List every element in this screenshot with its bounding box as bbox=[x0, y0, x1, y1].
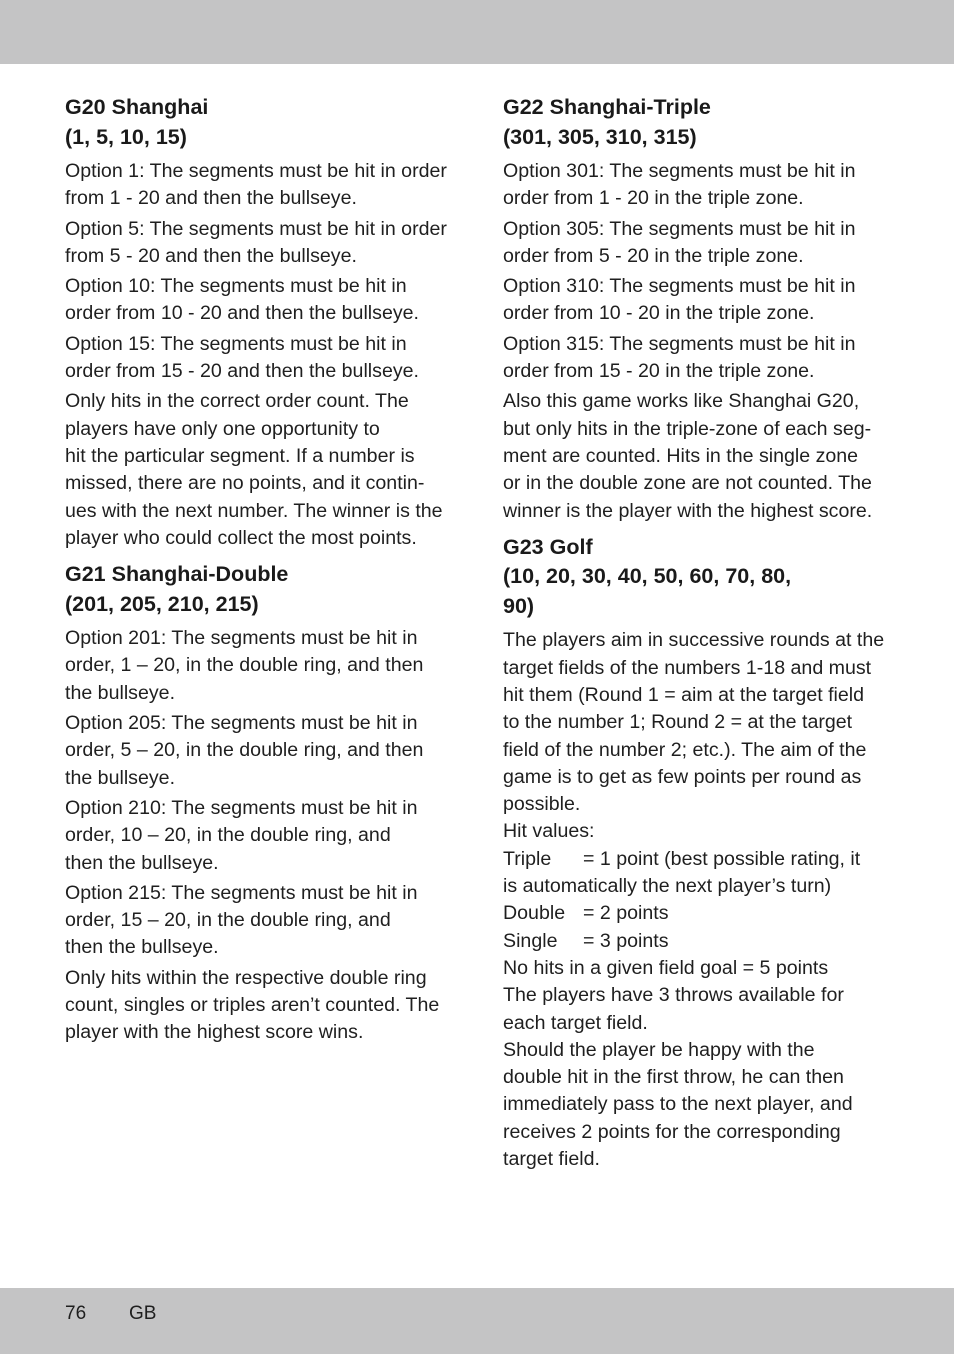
hit-value-triple: Triple = 1 point (best possible rating, it bbox=[503, 847, 861, 870]
hit-value-single: Single = 3 points bbox=[503, 929, 669, 952]
hit-values-list: Hit values: Triple = 1 point (best possible rating, it is automatically the next player’s turn) Double = 2 points Single = 3 points No hits in a given field goal = 5 points bbox=[503, 818, 898, 982]
right-column bbox=[503, 93, 898, 1173]
section-g21-shanghai-double bbox=[65, 560, 460, 1046]
option-301-paragraph: Option 301: The segments must be hit in order from 1 - 20 in the triple zone. bbox=[503, 160, 856, 210]
option-10-paragraph: Option 10: The segments must be hit in order from 10 - 20 and then the bullseye. bbox=[65, 275, 419, 325]
intro-paragraph: The players aim in successive rounds at the target fields of the numbers 1-18 and must hit them (Round 1 = aim at the target field to the number 1; Round 2 = at the target field of the number 2; etc.). The aim of the game is to get as few points per round as possible. bbox=[503, 629, 885, 816]
hit-values-label: Hit values: bbox=[503, 820, 595, 843]
option-1-paragraph: Option 1: The segments must be hit in order from 1 - 20 and then the bullseye. bbox=[65, 160, 447, 210]
section-g20-shanghai bbox=[65, 93, 460, 552]
header-band bbox=[0, 0, 954, 64]
rules-paragraph: Also this game works like Shanghai G20, but only hits in the triple-zone of each seg- ment are counted. Hits in the single zone or in the double zone are not counted. The winner is the player with the highest score. bbox=[503, 390, 873, 522]
left-column bbox=[65, 93, 460, 1050]
option-315-paragraph: Option 315: The segments must be hit in order from 15 - 20 in the triple zone. bbox=[503, 332, 856, 383]
double-hit-paragraph: Should the player be happy with the double hit in the first throw, he can then immediately pass to the next player, and receives 2 points for the corresponding target field. bbox=[503, 1038, 853, 1170]
language-code: GB bbox=[129, 1303, 157, 1324]
section-title: G22 Shanghai-Triple (301, 305, 310, 315) bbox=[503, 95, 711, 149]
section-g22-shanghai-triple bbox=[503, 93, 898, 525]
section-title: G23 Golf (10, 20, 30, 40, 50, 60, 70, 80, 90) bbox=[503, 534, 792, 618]
option-215-paragraph: Option 215: The segments must be hit in order, 15 – 20, in the double ring, and then the bullseye. bbox=[65, 881, 418, 959]
section-g23-golf bbox=[503, 533, 898, 1173]
section-title: G21 Shanghai-Double (201, 205, 210, 215) bbox=[65, 562, 289, 616]
section-title: G20 Shanghai (1, 5, 10, 15) bbox=[65, 95, 209, 149]
rules-paragraph: Only hits in the correct order count. The players have only one opportunity to hit the particular segment. If a number is missed, there are no points, and it contin- ues with the next number. The winner is the player who could collect the most points. bbox=[65, 390, 443, 549]
rules-paragraph: Only hits within the respective double ring count, singles or triples aren’t counted. The player with the highest score wins. bbox=[65, 966, 440, 1044]
option-5-paragraph: Option 5: The segments must be hit in order from 5 - 20 and then the bullseye. bbox=[65, 217, 447, 267]
page-number: 76 bbox=[65, 1303, 87, 1324]
hit-value-no-hits: No hits in a given field goal = 5 points bbox=[503, 956, 829, 979]
option-205-paragraph: Option 205: The segments must be hit in order, 5 – 20, in the double ring, and then the bullseye. bbox=[65, 712, 424, 789]
option-310-paragraph: Option 310: The segments must be hit in order from 10 - 20 in the triple zone. bbox=[503, 275, 856, 325]
option-15-paragraph: Option 15: The segments must be hit in order from 15 - 20 and then the bullseye. bbox=[65, 332, 419, 383]
throws-paragraph: The players have 3 throws available for each target field. bbox=[503, 984, 844, 1034]
option-201-paragraph: Option 201: The segments must be hit in order, 1 – 20, in the double ring, and then the bullseye. bbox=[65, 627, 424, 704]
option-305-paragraph: Option 305: The segments must be hit in order from 5 - 20 in the triple zone. bbox=[503, 217, 856, 267]
hit-value-double: Double = 2 points bbox=[503, 902, 669, 925]
option-210-paragraph: Option 210: The segments must be hit in order, 10 – 20, in the double ring, and then the bullseye. bbox=[65, 796, 418, 874]
